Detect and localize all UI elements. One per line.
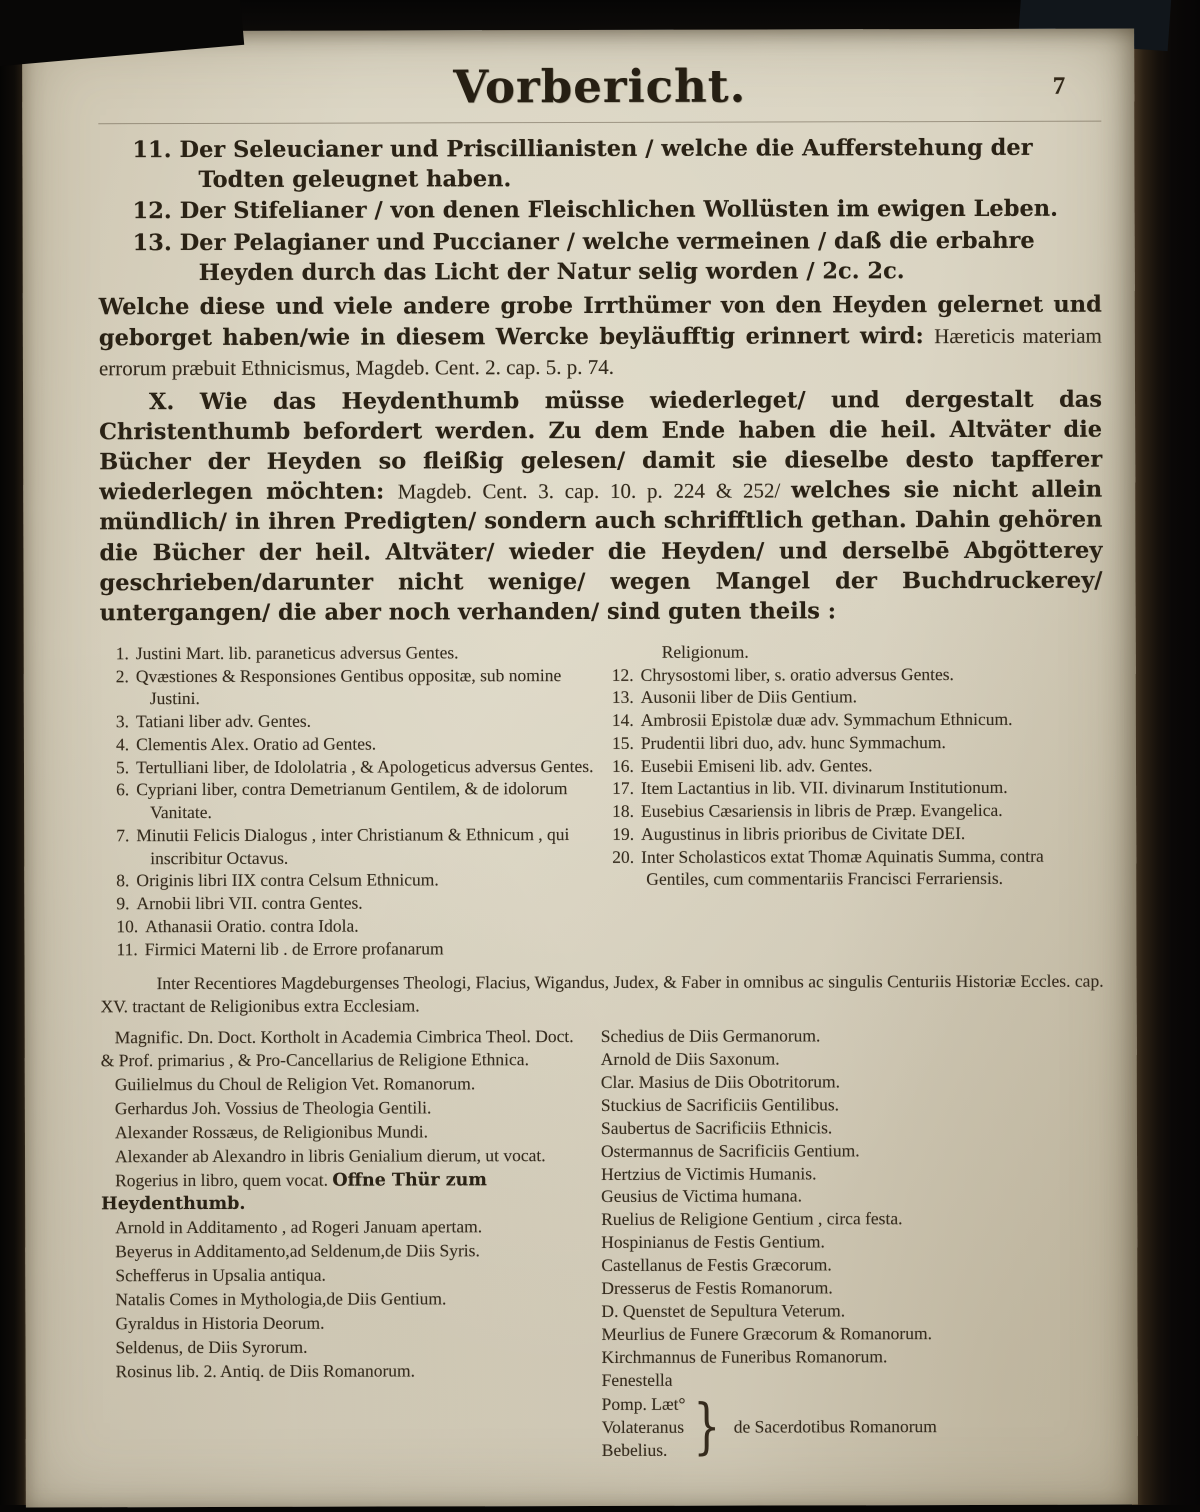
latin-list-item xyxy=(116,777,600,824)
latin-item-text: Tertulliani liber, de Idololatria , & Apologeticus adversus Gentes. xyxy=(136,755,594,777)
latin-item-number: 17. xyxy=(612,778,634,799)
latin-list-item xyxy=(612,776,1103,800)
latin-list-item xyxy=(612,822,1103,846)
author-entry-text: Alexander Rossæus, de Religionibus Mundi. xyxy=(114,1121,429,1142)
author-entry xyxy=(601,1047,1104,1071)
author-entry xyxy=(601,1092,1104,1116)
brace-author-names xyxy=(602,1392,686,1461)
author-entry-text: Natalis Comes in Mythologia,de Diis Gentium. xyxy=(115,1288,447,1310)
brace-author-name: Pomp. Læt° xyxy=(601,1393,686,1414)
latin-list-item xyxy=(612,662,1103,686)
latin-list-item xyxy=(116,868,600,892)
author-entry xyxy=(601,1161,1104,1185)
heresy-item-text: Der Stifelianer / von denen Fleischlichen Wollüsten im ewigen Leben. xyxy=(179,196,1058,225)
latin-item-number: 6. xyxy=(116,779,130,800)
author-entry xyxy=(101,1335,583,1360)
latin-item-text: Minutii Felicis Dialogus , inter Christianum & Ethnicum , qui inscribitur Octavus. xyxy=(136,824,570,868)
author-entry-text: Ruelius de Religione Gentium , circa festa. xyxy=(601,1208,903,1230)
author-entry-text: Schefferus in Upsalia antiqua. xyxy=(115,1264,326,1286)
text-segment: Magdeb. Cent. 3. cap. 10. p. 224 & 252/ xyxy=(397,478,792,504)
latin-item-text: Justini Mart. lib. paraneticus adversus Gentes. xyxy=(135,642,459,664)
latin-list-item xyxy=(116,732,600,756)
brace-label: de Sacerdotibus Romanorum xyxy=(733,1415,937,1437)
latin-item-text: Tatiani liber adv. Gentes. xyxy=(135,710,312,732)
latin-item-text: Firmici Materni lib . de Errore profanarum xyxy=(144,938,444,959)
author-entry-text: Seldenus, de Diis Syrorum. xyxy=(115,1336,308,1358)
author-entry-fraktur-text: Offne Thür zum Heydenthumb. xyxy=(101,1169,487,1215)
author-entry xyxy=(101,1144,583,1169)
author-entry-text: Schedius de Diis Germanorum. xyxy=(600,1025,821,1046)
author-entry-text: Gyraldus in Historia Deorum. xyxy=(115,1312,325,1334)
latin-list-item xyxy=(612,685,1103,709)
latin-item-text: Eusebius Cæsariensis in libris de Præp. Evangelica. xyxy=(640,800,1003,822)
author-entry xyxy=(601,1253,1104,1277)
latin-list-item xyxy=(116,937,600,961)
author-entry xyxy=(101,1096,583,1121)
latin-list-item xyxy=(116,755,600,779)
latin-item-text: Clementis Alex. Oratio ad Gentes. xyxy=(136,733,377,755)
list-continuation-line: Religionum. xyxy=(661,641,749,662)
author-entry-text: Beyerus in Additamento,ad Seldenum,de Diis Syris. xyxy=(115,1240,480,1262)
author-entry-text: Rosinus lib. 2. Antiq. de Diis Romanorum. xyxy=(115,1360,416,1382)
author-entry xyxy=(601,1138,1104,1162)
latin-item-text: Athanasii Oratio. contra Idola. xyxy=(145,915,359,937)
latin-item-text: Chrysostomi liber, s. oratio adversus Gentes. xyxy=(640,663,954,685)
modern-authors-lists xyxy=(101,1024,1105,1463)
latin-item-number: 20. xyxy=(612,846,635,867)
author-entry xyxy=(101,1239,583,1264)
latin-list-item xyxy=(116,641,600,665)
latin-list-item xyxy=(612,731,1103,755)
brace-author-name: Volateranus xyxy=(601,1416,685,1437)
author-entry xyxy=(601,1069,1104,1093)
latin-list-item xyxy=(116,891,600,915)
latin-item-number: 14. xyxy=(611,710,634,731)
authors-list-right xyxy=(601,1024,1105,1462)
author-entry-text: Arnold in Additamento , ad Rogeri Januam apertam. xyxy=(115,1216,483,1238)
author-entry-text: Stuckius de Sacrificiis Gentilibus. xyxy=(600,1094,840,1115)
latin-item-text: Ambrosii Epistolæ duæ adv. Symmachum Ethnicum. xyxy=(640,709,1013,731)
latin-item-text: Inter Scholasticos extat Thomæ Aquinatis Summa, contra Gentiles, cum commentariis Francisci Ferrariensis. xyxy=(641,845,1044,890)
author-entry xyxy=(601,1299,1104,1323)
author-entry-text: Geusius de Victima humana. xyxy=(601,1185,802,1207)
page-title: Vorbericht. xyxy=(453,59,747,114)
latin-item-text: Ausonii liber de Diis Gentium. xyxy=(640,686,858,708)
header-rule xyxy=(98,121,1101,125)
priest-authors-brace-group xyxy=(602,1391,1105,1461)
author-entry xyxy=(102,1359,584,1384)
author-entry xyxy=(101,1215,583,1240)
text-segment: Welche diese und viele andere grobe Irrthümer von den Heyden gelernet und geborget haben/wie in diesem Wercke beyläufftig erinnert wird: xyxy=(98,292,1102,351)
paragraph-refutation xyxy=(99,384,1103,628)
author-entry-text: Gerhardus Joh. Vossius de Theologia Gentili. xyxy=(114,1097,432,1118)
latin-item-number: 15. xyxy=(611,732,634,753)
authors-list-right-items xyxy=(601,1024,1105,1392)
latin-list-right xyxy=(612,640,1104,960)
author-entry xyxy=(601,1230,1104,1254)
latin-item-number: 19. xyxy=(612,823,635,844)
heresy-item-number: 12. xyxy=(132,198,172,225)
author-entry-text: Hertzius de Victimis Humanis. xyxy=(601,1162,817,1184)
author-entry xyxy=(101,1072,583,1097)
page-content xyxy=(22,29,1105,1463)
latin-item-text: Originis libri IIX contra Celsum Ethnicum. xyxy=(136,869,439,891)
book-binding-edge xyxy=(1132,0,1200,1512)
heresy-item-text: Der Seleucianer und Priscillianisten / welche die Aufferstehung der Todten geleugnet haben. xyxy=(179,134,1033,193)
author-entry-text: Hospinianus de Festis Gentium. xyxy=(601,1231,825,1253)
page-header xyxy=(98,57,1101,122)
latin-item-number: 10. xyxy=(116,916,139,937)
paper-page xyxy=(22,29,1138,1508)
latin-item-number: 4. xyxy=(115,734,130,755)
latin-item-text: Qvæstiones & Responsiones Gentibus oppositæ, sub nomine Justini. xyxy=(135,664,562,709)
text-segment: Hæreticis materiam errorum præbuit Ethnicismus, Magdeb. Cent. 2. cap. 5. p. 74. xyxy=(98,323,1102,380)
author-entry-text: Fenestella xyxy=(601,1369,673,1390)
author-entry xyxy=(601,1184,1104,1208)
paragraph-errors xyxy=(99,290,1102,383)
author-entry xyxy=(101,1311,583,1336)
text-segment: X. Wie das Heydenthumb müsse wiederleget/ und dergestalt das Christenthumb befordert werden. Zu dem Ende haben die heil. Altväter die Bücher der Heyden so fleißig gelesen/ damit sie dieselbe desto tapfferer wiederlegen möchten: xyxy=(99,386,1103,506)
author-entry xyxy=(101,1287,583,1312)
brace-author-name: Bebelius. xyxy=(601,1439,668,1460)
author-entry xyxy=(101,1168,583,1217)
author-entry xyxy=(601,1024,1104,1048)
latin-item-number: 2. xyxy=(115,665,129,686)
heresy-item-text: Der Pelagianer und Puccianer / welche vermeinen / daß die erbahre Heyden durch das Licht der Natur selig worden / 2c. 2c. xyxy=(179,227,1035,286)
latin-list-item xyxy=(116,664,600,711)
latin-item-text: Prudentii libri duo, adv. hunc Symmachum. xyxy=(640,732,946,753)
authors-list-left xyxy=(101,1025,584,1463)
author-entry-text: Kirchmannus de Funeribus Romanorum. xyxy=(601,1346,888,1367)
heresy-item-number: 13. xyxy=(132,230,172,257)
latin-list-left xyxy=(100,641,601,961)
latin-item-number: 16. xyxy=(611,755,634,776)
heresy-item xyxy=(133,195,1102,227)
latin-item-number: 1. xyxy=(115,643,129,664)
author-entry-text: Guilielmus du Choul de Religion Vet. Romanorum. xyxy=(114,1073,476,1095)
latin-list-item xyxy=(116,823,600,870)
latin-item-number: 13. xyxy=(611,687,634,708)
author-entry xyxy=(601,1207,1104,1231)
author-entry-text: Clar. Masius de Diis Obotritorum. xyxy=(600,1071,841,1092)
heresy-item-number: 11. xyxy=(132,137,172,164)
author-entry-text: Saubertus de Sacrificiis Ethnicis. xyxy=(600,1117,833,1138)
church-fathers-lists xyxy=(100,640,1104,961)
latin-item-text: Item Lactantius in lib. VII. divinarum Institutionum. xyxy=(640,777,1008,799)
author-entry-text: D. Quenstet de Sepultura Veterum. xyxy=(601,1300,846,1321)
author-entry-text: Meurlius de Funere Græcorum & Romanorum. xyxy=(601,1323,933,1344)
author-entry xyxy=(101,1263,583,1288)
heresy-item xyxy=(132,134,1101,196)
author-entry xyxy=(601,1276,1104,1300)
latin-item-number: 8. xyxy=(116,870,130,891)
page-number: 7 xyxy=(1052,72,1066,100)
author-entry-text: Rogerius in libro, quem vocat. xyxy=(115,1169,333,1190)
latin-item-number: 12. xyxy=(611,664,634,685)
author-entry-text: Ostermannus de Sacrificiis Gentium. xyxy=(600,1139,860,1161)
latin-list-item xyxy=(612,708,1103,732)
author-entry xyxy=(602,1367,1105,1391)
latin-item-number: 18. xyxy=(612,801,635,822)
author-entry xyxy=(601,1115,1104,1139)
author-entry xyxy=(601,1322,1104,1346)
heresies-list xyxy=(98,134,1101,289)
author-entry-text: Magnific. Dn. Doct. Kortholt in Academia Cimbrica Theol. Doct. & Prof. primarius , & Pro-Cancellarius de Religione Ethnica. xyxy=(100,1026,574,1071)
latin-item-text: Eusebii Emiseni lib. adv. Gentes. xyxy=(640,754,873,776)
latin-list-item xyxy=(612,844,1103,891)
latin-list-right-items xyxy=(612,662,1104,891)
paragraph-recentiores: Inter Recentiores Magdeburgenses Theologi, Flacius, Wigandus, Judex, & Faber in omnibus ac singulis Centuriis Historiæ Eccles. cap. XV. tractant de Religionibus extra Ecclesiam. xyxy=(100,971,1104,1017)
latin-list-item xyxy=(116,709,600,733)
latin-item-text: Cypriani liber, contra Demetrianum Gentilem, & de idolorum Vanitate. xyxy=(136,778,568,823)
heresy-item xyxy=(133,227,1102,289)
latin-list-item xyxy=(116,914,600,938)
author-entry xyxy=(602,1345,1105,1369)
author-entry xyxy=(101,1120,583,1145)
latin-item-number: 7. xyxy=(116,825,130,846)
author-entry xyxy=(101,1025,583,1073)
latin-list-item xyxy=(612,799,1103,823)
author-entry-text: Alexander ab Alexandro in libris Genialium dierum, ut vocat. xyxy=(114,1144,546,1166)
latin-item-text: Arnobii libri VII. contra Gentes. xyxy=(136,892,363,914)
latin-list-item xyxy=(612,753,1103,777)
text-segment: welches sie nicht allein mündlich/ in ihren Predigten/ sondern auch schrifftlich gethan. Dahin gehören die Bücher der heil. Altväter/ wieder die Heyden/ und derselbē Abgötterey geschrieben/darunter nicht wenige/ wegen Mangel der Buchdruckerey/ untergangen/ die aber noch verhanden/ sind guten theils : xyxy=(99,476,1103,627)
author-entry-text: Arnold de Diis Saxonum. xyxy=(600,1048,780,1069)
latin-item-number: 9. xyxy=(116,893,130,914)
brace-glyph: } xyxy=(693,1391,721,1462)
author-entry-text: Dresserus de Festis Romanorum. xyxy=(601,1277,833,1299)
latin-item-text: Augustinus in libris prioribus de Civitate DEI. xyxy=(641,822,966,844)
latin-item-number: 5. xyxy=(115,756,130,777)
latin-item-number: 3. xyxy=(115,711,130,732)
latin-item-number: 11. xyxy=(116,938,138,959)
author-entry-text: Castellanus de Festis Græcorum. xyxy=(601,1254,832,1276)
